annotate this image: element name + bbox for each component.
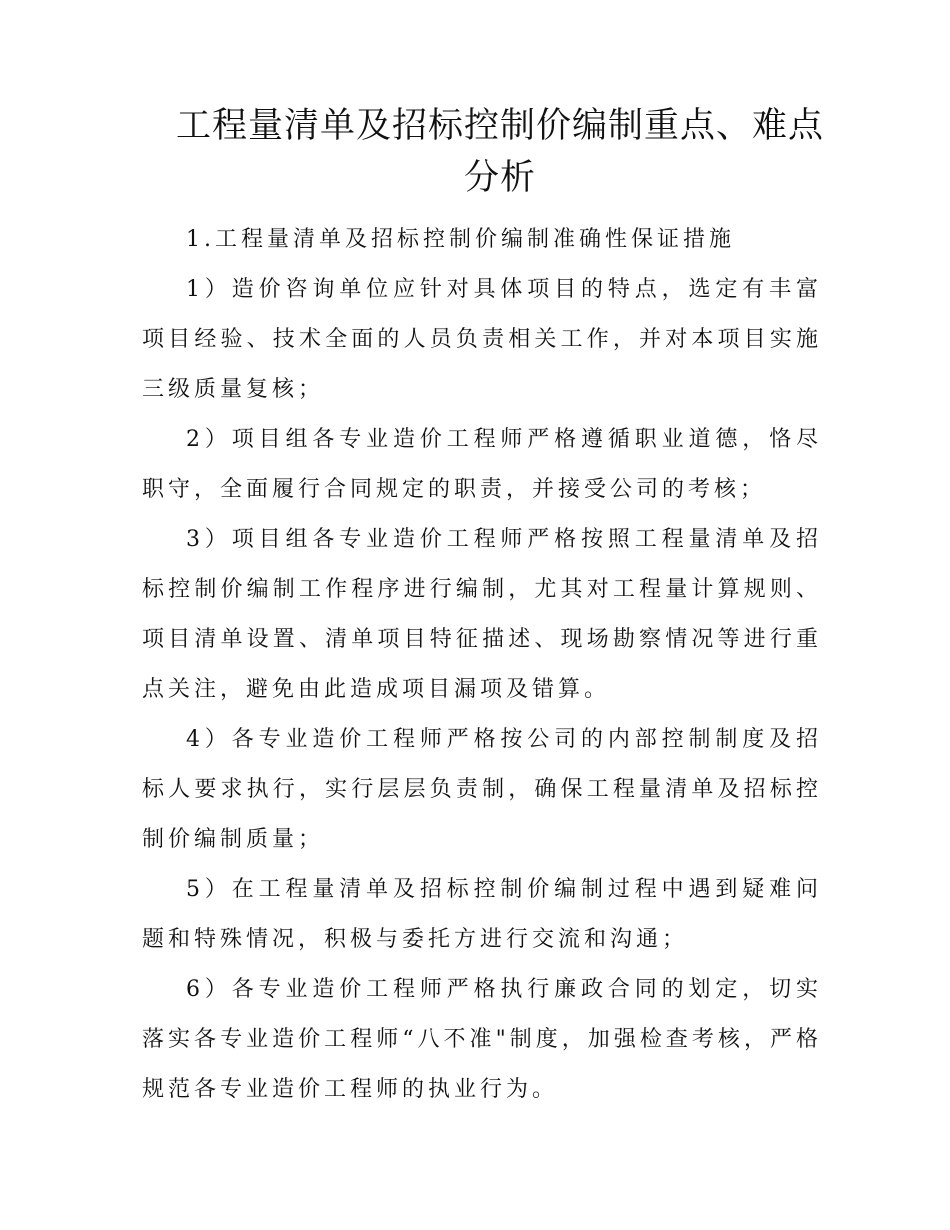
- paragraph-item-3: 3）项目组各专业造价工程师严格按照工程量清单及招标控制价编制工作程序进行编制，尤其对工程量计算规则、项目清单设置、清单项目特征描述、现场勘察情况等进行重点关注，避免由此造成项目漏项及错算。: [142, 527, 822, 702]
- paragraph-item-1: 1）造价咨询单位应针对具体项目的特点，选定有丰富项目经验、技术全面的人员负责相关工作，并对本项目实施三级质量复核；: [142, 277, 822, 402]
- paragraph-item-2: 2）项目组各专业造价工程师严格遵循职业道德，恪尽职守，全面履行合同规定的职责，并接受公司的考核；: [142, 427, 822, 502]
- document-title: [150, 100, 850, 204]
- paragraph-item-6: 6）各专业造价工程师严格执行廉政合同的划定，切实落实各专业造价工程师“八不准"制度，加强检查考核，严格规范各专业造价工程师的执业行为。: [142, 977, 822, 1102]
- document-body: [142, 215, 822, 1115]
- paragraph-item-4: 4）各专业造价工程师严格按公司的内部控制制度及招标人要求执行，实行层层负责制，确保工程量清单及招标控制价编制质量；: [142, 727, 822, 852]
- title-line-1: 工程量清单及招标控制价编制重点、难点: [175, 106, 824, 146]
- section-heading: 1.工程量清单及招标控制价编制准确性保证措施: [186, 227, 735, 252]
- paragraph-item-5: 5）在工程量清单及招标控制价编制过程中遇到疑难问题和特殊情况，积极与委托方进行交流和沟通；: [142, 877, 822, 952]
- title-line-2: 分析: [463, 158, 536, 198]
